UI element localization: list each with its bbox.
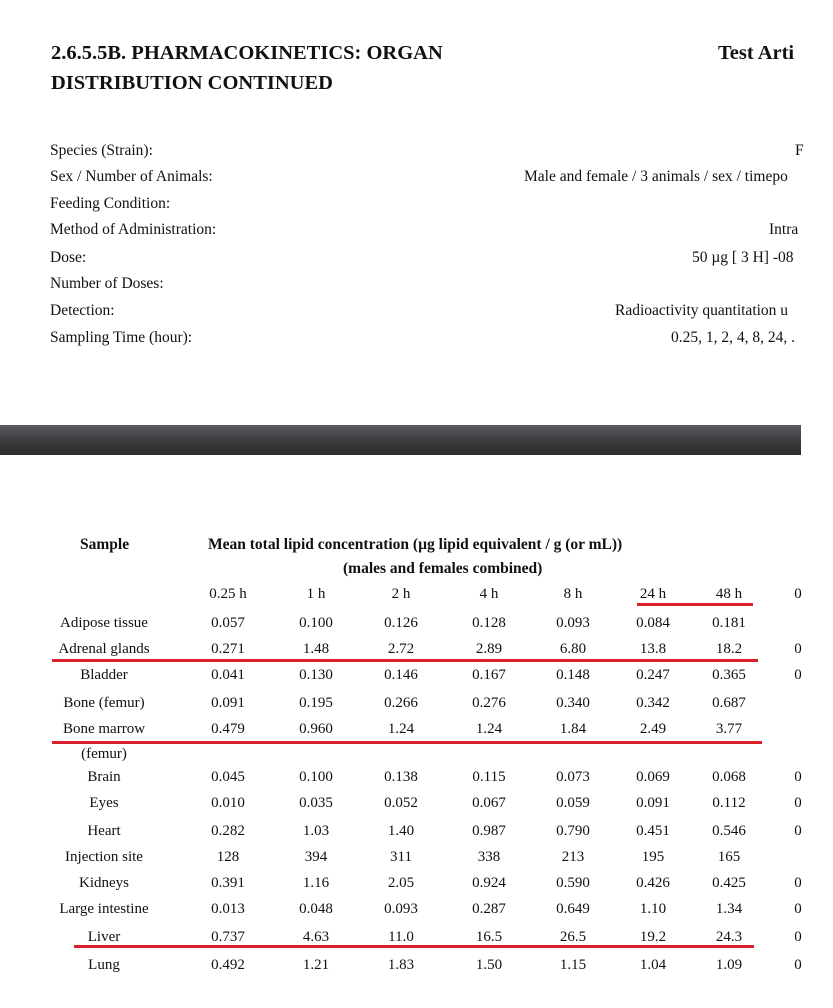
table-cell: 0.035	[299, 795, 333, 811]
table-cell-clipped: 0	[794, 823, 802, 839]
table-cell: 0.924	[472, 875, 506, 891]
table-cell: 1.04	[639, 957, 667, 973]
table-cell: 1.50	[475, 957, 503, 973]
table-cell: 0.391	[211, 875, 245, 891]
table-cell: 0.247	[636, 667, 670, 683]
table-cell: 1.03	[302, 823, 330, 839]
table-cell: 0.059	[556, 795, 590, 811]
table-row-sample: Large intestine	[59, 901, 149, 917]
table-cell: 0.342	[636, 695, 670, 711]
table-cell: 0.138	[384, 769, 418, 785]
table-cell: 1.40	[387, 823, 415, 839]
table-cell: 0.649	[556, 901, 590, 917]
table-cell: 0.266	[384, 695, 418, 711]
table-cell: 0.340	[556, 695, 590, 711]
table-cell: 0.041	[211, 667, 245, 683]
group-header-line2: (males and females combined)	[343, 560, 543, 577]
table-cell: 338	[477, 849, 501, 865]
meta-label-detection: Detection:	[50, 302, 115, 319]
table-cell: 0.100	[299, 769, 333, 785]
table-cell: 0.276	[472, 695, 506, 711]
table-cell: 16.5	[475, 929, 503, 945]
table-cell: 1.16	[302, 875, 330, 891]
table-row-sample: Bone marrow	[62, 721, 146, 737]
table-row-sample: Brain	[87, 769, 121, 785]
table-cell: 0.067	[472, 795, 506, 811]
table-cell: 311	[390, 849, 412, 865]
table-cell: 0.737	[211, 929, 245, 945]
meta-value-method: Intra	[769, 221, 799, 238]
table-cell-clipped: 0	[794, 641, 802, 657]
table-cell-clipped: 0	[794, 795, 802, 811]
sample-column-header: Sample	[80, 536, 130, 553]
meta-label-doses: Number of Doses:	[50, 275, 164, 292]
meta-label-species: Species (Strain):	[50, 142, 153, 159]
table-cell-clipped: 0	[794, 769, 802, 785]
meta-value-sampling: 0.25, 1, 2, 4, 8, 24, .	[671, 329, 795, 346]
table-cell: 2.49	[639, 721, 667, 737]
meta-label-sampling: Sampling Time (hour):	[50, 329, 193, 346]
table-cell-clipped: 0	[794, 667, 802, 683]
table-cell: 13.8	[639, 641, 667, 657]
column-header: 2 h	[391, 586, 411, 602]
table-cell: 0.167	[472, 667, 506, 683]
column-header: 4 h	[479, 586, 499, 602]
table-cell: 0.126	[384, 615, 418, 631]
meta-value-sex: Male and female / 3 animals / sex / timepo	[524, 168, 788, 185]
column-header: 24 h	[639, 586, 667, 602]
table-cell: 2.05	[387, 875, 415, 891]
table-cell: 0.052	[384, 795, 418, 811]
table-cell: 0.130	[299, 667, 333, 683]
table-cell: 0.091	[211, 695, 245, 711]
table-cell-clipped: 0	[794, 875, 802, 891]
table-cell: 1.24	[475, 721, 503, 737]
meta-label-sex: Sex / Number of Animals:	[50, 168, 213, 185]
table-cell: 1.24	[387, 721, 415, 737]
table-cell: 0.960	[299, 721, 333, 737]
annotation-underline-bone-marrow	[52, 741, 762, 744]
table-cell: 18.2	[715, 641, 743, 657]
page-title-line2: DISTRIBUTION CONTINUED	[51, 72, 333, 94]
table-row-sample: Bone (femur)	[63, 695, 145, 711]
meta-value-detection: Radioactivity quantitation u	[615, 302, 789, 319]
table-cell: 24.3	[715, 929, 743, 945]
table-row-sample: Adipose tissue	[60, 615, 148, 631]
column-header: 1 h	[306, 586, 326, 602]
group-header-line1: Mean total lipid concentration (µg lipid equivalent / g (or mL))	[208, 536, 623, 553]
table-cell: 11.0	[388, 929, 414, 945]
table-cell: 0.181	[712, 615, 746, 631]
meta-value-species: F	[795, 142, 804, 159]
table-cell: 19.2	[639, 929, 667, 945]
table-cell: 0.687	[712, 695, 746, 711]
column-header: 0	[794, 586, 802, 602]
annotation-underline-adrenal	[52, 659, 758, 662]
table-cell: 0.069	[636, 769, 670, 785]
table-cell: 0.987	[472, 823, 506, 839]
table-cell: 0.112	[712, 795, 746, 811]
table-cell: 0.426	[636, 875, 670, 891]
table-cell: 0.128	[472, 615, 506, 631]
table-cell: 1.15	[559, 957, 587, 973]
table-cell: 195	[641, 849, 665, 865]
column-header: 0.25 h	[209, 586, 247, 602]
table-cell: 0.365	[712, 667, 746, 683]
table-cell: 2.89	[475, 641, 503, 657]
table-cell: 0.195	[299, 695, 333, 711]
table-cell: 3.77	[715, 721, 743, 737]
table-cell: 0.546	[712, 823, 746, 839]
table-row-sample: Eyes	[89, 795, 119, 811]
page-title	[51, 38, 443, 98]
table-cell: 0.451	[636, 823, 670, 839]
table-cell: 0.282	[211, 823, 245, 839]
table-cell: 1.83	[387, 957, 415, 973]
meta-label-feeding: Feeding Condition:	[50, 195, 171, 212]
table-cell-clipped: 0	[794, 901, 802, 917]
table-cell: 2.72	[387, 641, 415, 657]
annotation-underline-24-48h	[637, 603, 753, 606]
table-cell: 26.5	[559, 929, 587, 945]
column-header: 48 h	[715, 586, 743, 602]
table-row-sample: Heart	[87, 823, 121, 839]
table-cell: 213	[561, 849, 585, 865]
page-divider	[0, 425, 801, 455]
table-cell: 4.63	[302, 929, 330, 945]
table-cell: 1.48	[302, 641, 330, 657]
meta-label-dose: Dose:	[50, 249, 87, 266]
table-cell: 1.34	[715, 901, 743, 917]
table-row-sample: Kidneys	[79, 875, 129, 891]
table-cell: 0.084	[636, 615, 670, 631]
table-cell: 0.093	[556, 615, 590, 631]
table-cell: 128	[216, 849, 240, 865]
table-cell: 0.091	[636, 795, 670, 811]
meta-label-method: Method of Administration:	[50, 221, 217, 238]
table-cell: 0.790	[556, 823, 590, 839]
table-cell: 0.093	[384, 901, 418, 917]
table-cell: 0.479	[211, 721, 245, 737]
page-title-line1: 2.6.5.5B. PHARMACOKINETICS: ORGAN	[51, 42, 443, 64]
table-row-sample: Adrenal glands	[58, 641, 150, 657]
table-row-sample: Bladder	[80, 667, 128, 683]
test-article-heading: Test Arti	[718, 42, 795, 64]
table-cell: 0.271	[211, 641, 245, 657]
table-cell: 0.287	[472, 901, 506, 917]
table-cell: 6.80	[559, 641, 587, 657]
annotation-underline-liver	[74, 945, 754, 948]
table-cell: 0.010	[211, 795, 245, 811]
table-cell: 0.115	[472, 769, 506, 785]
table-cell: 0.073	[556, 769, 590, 785]
table-row-sample: Injection site	[65, 849, 143, 865]
table-cell: 0.057	[211, 615, 245, 631]
table-cell: 1.21	[302, 957, 330, 973]
table-cell: 1.09	[715, 957, 743, 973]
table-cell: 0.425	[712, 875, 746, 891]
table-cell-clipped: 0	[794, 929, 802, 945]
table-row-sample-continued: (femur)	[81, 746, 127, 762]
meta-value-dose: 50 µg [ 3 H] -08	[692, 249, 794, 266]
table-cell: 165	[717, 849, 741, 865]
table-cell: 0.148	[556, 667, 590, 683]
table-cell: 1.84	[559, 721, 587, 737]
table-cell: 0.100	[299, 615, 333, 631]
table-cell: 0.068	[712, 769, 746, 785]
table-cell-clipped: 0	[794, 957, 802, 973]
table-cell: 0.492	[211, 957, 245, 973]
table-row-sample: Liver	[87, 929, 121, 945]
table-row-sample: Lung	[88, 957, 120, 973]
column-header: 8 h	[563, 586, 583, 602]
table-cell: 0.590	[556, 875, 590, 891]
table-cell: 1.10	[639, 901, 667, 917]
table-cell: 0.048	[299, 901, 333, 917]
table-cell: 394	[304, 849, 328, 865]
table-cell: 0.013	[211, 901, 245, 917]
table-cell: 0.045	[211, 769, 245, 785]
table-cell: 0.146	[384, 667, 418, 683]
